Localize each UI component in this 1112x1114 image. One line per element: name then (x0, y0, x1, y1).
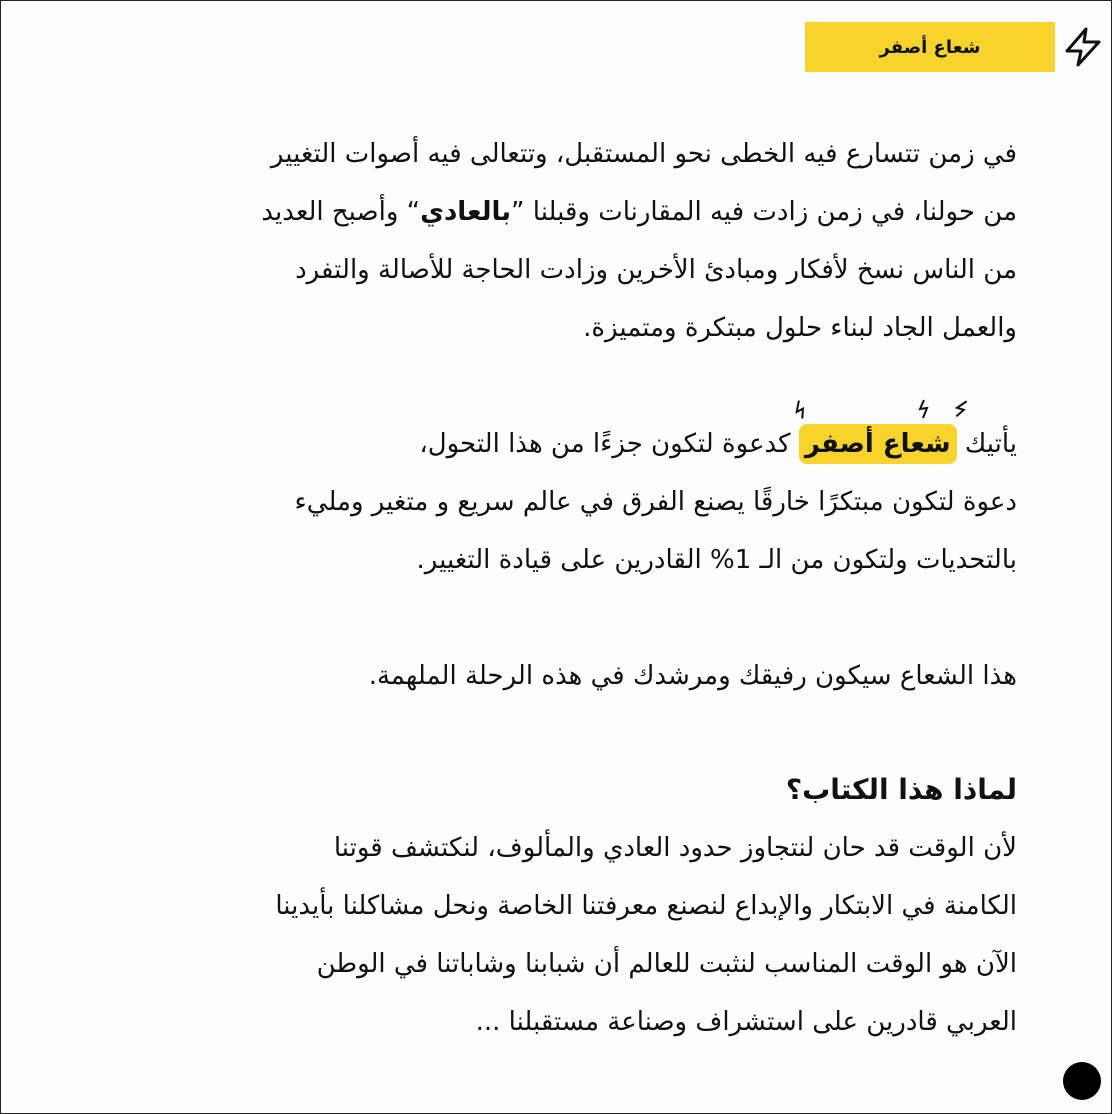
main-text (101, 125, 1017, 1051)
section-heading: لماذا هذا الكتاب؟ (785, 773, 1017, 806)
intro-paragraph-1: في زمن تتسارع فيه الخطى نحو المستقبل، وتتعالى فيه أصوات التغيير من حولنا، في زمن زادت فيه المقارنات وقبلنا ”بالعادي“ وأصبح العديد من الناس نسخ لأفكار ومبادئ الأخرين وزادت الحاجة للأصالة والتفرد والعمل الجاد لبناء حلول مبتكرة ومتميزة. (261, 139, 1017, 343)
highlight-title: شعاع أصفر (799, 424, 957, 464)
title-badge (805, 22, 1055, 72)
intro-paragraph-3: هذا الشعاع سيكون رفيقك ومرشدك في هذه الرحلة الملهمة. (368, 661, 1017, 691)
spark-icon (915, 398, 933, 420)
why-paragraph: لأن الوقت قد حان لنتجاوز حدود العادي والمألوف، لنكتشف قوتنا الكامنة في الابتكار والإبداع لنصنع معرفتنا الخاصة ونحل مشاكلنا بأيدينا الآن هو الوقت المناسب لنثبت للعالم أن شبابنا وشاباتنا في الوطن العربي قادرين على استشراف وصناعة مستقبلنا ... (275, 833, 1017, 1037)
intro-paragraph-2: يأتيك شعاع أصفر كدعوة لتكون جزءًا من هذا التحول، دعوة لتكون مبتكرًا خارقًا يصنع الفرق في عالم سريع و متغير ومليء بالتحديات ولتكون من الـ 1% القادرين على قيادة التغيير. (101, 415, 1017, 589)
page-dot (1063, 1062, 1101, 1100)
badge-label: شعاع أصفر (879, 36, 981, 58)
bold-word: بالعادي (420, 197, 512, 227)
lightning-bolt-icon (1061, 25, 1105, 69)
